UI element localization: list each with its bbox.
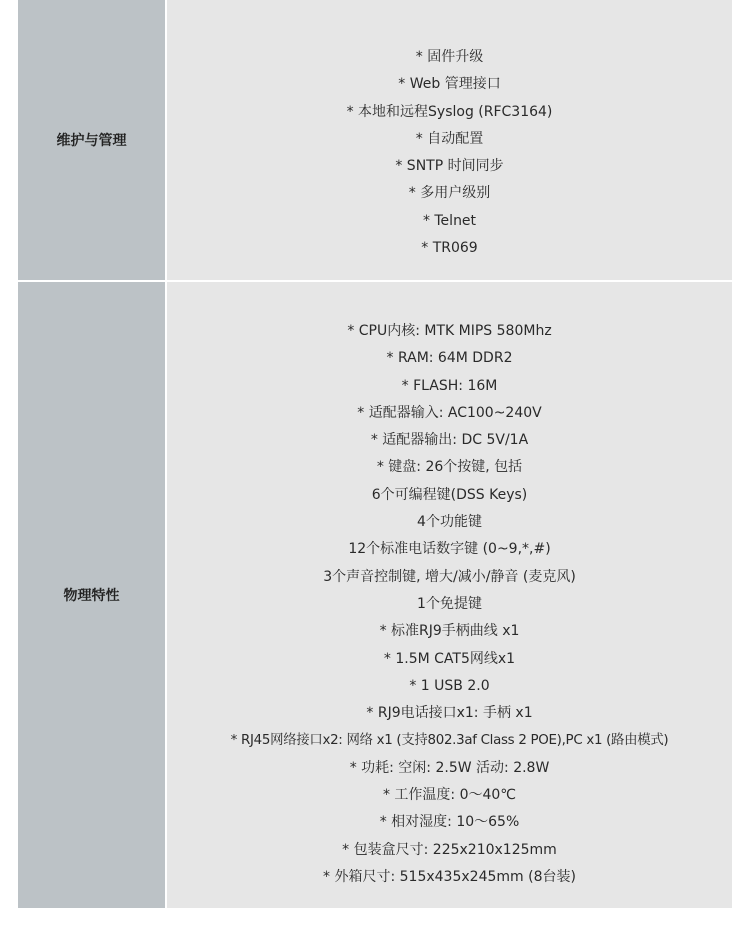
list-item: * 自动配置: [415, 130, 484, 147]
maintenance-content: [167, 0, 732, 280]
list-item: * FLASH: 16M: [401, 377, 498, 394]
list-item: * 标准RJ9手柄曲线 x1: [379, 623, 520, 640]
list-item: * 多用户级别: [408, 185, 491, 202]
list-item: * 本地和远程Syslog (RFC3164): [346, 103, 553, 120]
list-item: * TR069: [421, 240, 478, 257]
list-item: * Telnet: [422, 212, 477, 229]
list-item: 6个可编程键(DSS Keys): [371, 486, 528, 503]
row-maintenance: [18, 0, 732, 280]
physical-label: 物理特性: [18, 282, 165, 908]
spec-table: [18, 0, 732, 908]
list-item: * RJ9电话接口x1: 手柄 x1: [366, 705, 533, 722]
physical-list: [167, 318, 732, 891]
list-item: * SNTP 时间同步: [395, 158, 504, 175]
list-item: * Web 管理接口: [398, 76, 501, 93]
list-item: * 工作温度: 0～40℃: [382, 787, 517, 804]
maintenance-label: 维护与管理: [18, 0, 165, 280]
list-item: 4个功能键: [417, 514, 482, 531]
list-item: 3个声音控制键, 增大/减小/静音 (麦克风): [323, 568, 576, 585]
list-item: * 固件升级: [415, 49, 484, 65]
list-item: * 适配器输入: AC100~240V: [357, 404, 542, 421]
list-item: * 功耗: 空闲: 2.5W 活动: 2.8W: [349, 759, 550, 776]
list-item: * CPU内核: MTK MIPS 580Mhz: [347, 323, 552, 339]
list-item: * RJ45网络接口x2: 网络 x1 (支持802.3af Class 2 POE),PC x1 (路由模式): [230, 733, 669, 749]
list-item: 12个标准电话数字键 (0~9,*,#): [348, 541, 551, 558]
list-item: * RAM: 64M DDR2: [386, 350, 513, 367]
list-item: * 包装盒尺寸: 225x210x125mm: [342, 841, 557, 858]
physical-content: [167, 282, 732, 908]
list-item: * 键盘: 26个按键, 包括: [376, 459, 523, 476]
list-item: * 1 USB 2.0: [409, 677, 490, 694]
list-item: * 1.5M CAT5网线x1: [383, 650, 516, 667]
maintenance-list: [167, 44, 732, 262]
row-physical: [18, 282, 732, 908]
list-item: 1个免提键: [417, 595, 482, 612]
list-item: * 外箱尺寸: 515x435x245mm (8台装): [323, 868, 576, 885]
list-item: * 适配器输出: DC 5V/1A: [370, 432, 529, 449]
list-item: * 相对湿度: 10～65%: [379, 814, 520, 831]
